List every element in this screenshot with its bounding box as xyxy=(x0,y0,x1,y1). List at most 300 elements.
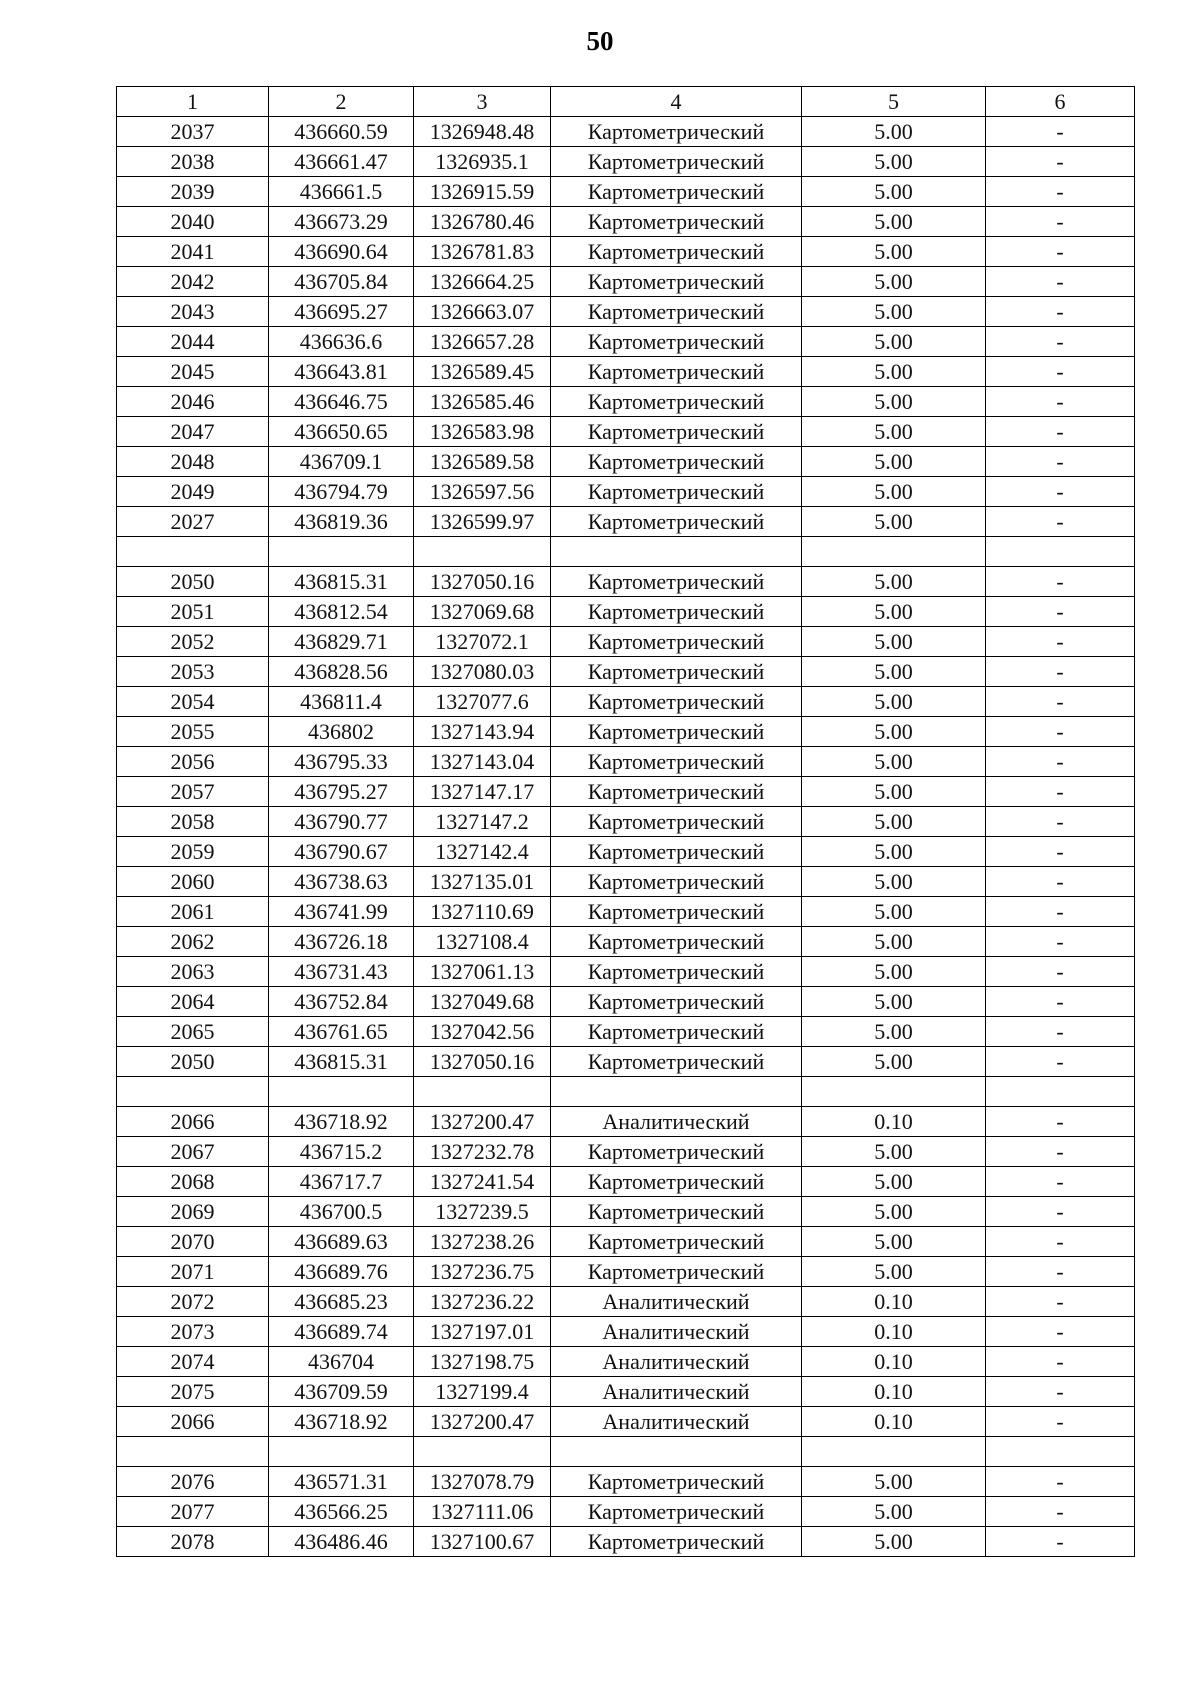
x-coordinate-cell: 436718.92 xyxy=(269,1407,414,1437)
method-cell: Картометрический xyxy=(551,417,802,447)
table-row xyxy=(117,1527,1135,1557)
point-number-cell: 2069 xyxy=(117,1197,269,1227)
table-row xyxy=(117,687,1135,717)
y-coordinate-cell: 1327042.56 xyxy=(414,1017,551,1047)
point-number-cell: 2061 xyxy=(117,897,269,927)
table-row xyxy=(117,1497,1135,1527)
description-cell: - xyxy=(986,867,1135,897)
accuracy-cell: 5.00 xyxy=(802,987,986,1017)
table-row xyxy=(117,237,1135,267)
table-row xyxy=(117,987,1135,1017)
table-row xyxy=(117,267,1135,297)
x-coordinate-cell: 436660.59 xyxy=(269,117,414,147)
table-row xyxy=(117,207,1135,237)
table-row xyxy=(117,717,1135,747)
x-coordinate-cell: 436695.27 xyxy=(269,297,414,327)
method-cell: Аналитический xyxy=(551,1107,802,1137)
x-coordinate-cell: 436738.63 xyxy=(269,867,414,897)
description-cell: - xyxy=(986,237,1135,267)
method-cell: Картометрический xyxy=(551,207,802,237)
table-row xyxy=(117,1407,1135,1437)
method-cell: Картометрический xyxy=(551,777,802,807)
x-coordinate-cell: 436566.25 xyxy=(269,1497,414,1527)
description-cell: - xyxy=(986,417,1135,447)
accuracy-cell: 5.00 xyxy=(802,1197,986,1227)
method-cell: Картометрический xyxy=(551,507,802,537)
table-row xyxy=(117,777,1135,807)
description-cell: - xyxy=(986,627,1135,657)
y-coordinate-cell: 1327200.47 xyxy=(414,1107,551,1137)
page-number: 50 xyxy=(586,26,614,56)
description-cell: - xyxy=(986,957,1135,987)
table-row xyxy=(117,1257,1135,1287)
description-cell: - xyxy=(986,567,1135,597)
method-cell: Картометрический xyxy=(551,1467,802,1497)
y-coordinate-cell: 1327050.16 xyxy=(414,567,551,597)
table-row xyxy=(117,117,1135,147)
table-row xyxy=(117,477,1135,507)
y-coordinate-cell: 1327143.94 xyxy=(414,717,551,747)
point-number-cell: 2062 xyxy=(117,927,269,957)
accuracy-cell: 0.10 xyxy=(802,1107,986,1137)
method-cell: Аналитический xyxy=(551,1317,802,1347)
table-row xyxy=(117,1287,1135,1317)
point-number-cell: 2067 xyxy=(117,1137,269,1167)
table-row xyxy=(117,357,1135,387)
method-cell: Картометрический xyxy=(551,597,802,627)
description-cell: - xyxy=(986,687,1135,717)
method-cell: Картометрический xyxy=(551,747,802,777)
description-cell: - xyxy=(986,1407,1135,1437)
accuracy-cell: 5.00 xyxy=(802,237,986,267)
method-cell: Картометрический xyxy=(551,267,802,297)
description-cell: - xyxy=(986,777,1135,807)
point-number-cell: 2043 xyxy=(117,297,269,327)
x-coordinate-cell: 436726.18 xyxy=(269,927,414,957)
accuracy-cell: 5.00 xyxy=(802,357,986,387)
description-cell: - xyxy=(986,1047,1135,1077)
accuracy-cell: 5.00 xyxy=(802,1227,986,1257)
point-number-cell: 2046 xyxy=(117,387,269,417)
y-coordinate-cell: 1326664.25 xyxy=(414,267,551,297)
separator-row xyxy=(117,1437,1135,1467)
method-cell: Картометрический xyxy=(551,687,802,717)
method-cell: Картометрический xyxy=(551,147,802,177)
y-coordinate-cell: 1327050.16 xyxy=(414,1047,551,1077)
x-coordinate-cell: 436828.56 xyxy=(269,657,414,687)
table-row xyxy=(117,1377,1135,1407)
x-coordinate-cell xyxy=(269,1077,414,1107)
description-cell xyxy=(986,1437,1135,1467)
description-cell: - xyxy=(986,717,1135,747)
point-number-cell: 2076 xyxy=(117,1467,269,1497)
x-coordinate-cell: 436761.65 xyxy=(269,1017,414,1047)
method-cell: Картометрический xyxy=(551,117,802,147)
method-cell: Картометрический xyxy=(551,1497,802,1527)
x-coordinate-cell: 436718.92 xyxy=(269,1107,414,1137)
method-cell: Аналитический xyxy=(551,1407,802,1437)
point-number-cell: 2066 xyxy=(117,1107,269,1137)
table-row xyxy=(117,417,1135,447)
accuracy-cell: 5.00 xyxy=(802,897,986,927)
table-row xyxy=(117,177,1135,207)
description-cell: - xyxy=(986,1527,1135,1557)
x-coordinate-cell: 436704 xyxy=(269,1347,414,1377)
y-coordinate-cell: 1327239.5 xyxy=(414,1197,551,1227)
table-row xyxy=(117,897,1135,927)
accuracy-cell: 5.00 xyxy=(802,867,986,897)
method-cell: Картометрический xyxy=(551,1527,802,1557)
table-body xyxy=(117,117,1135,1557)
point-number-cell: 2075 xyxy=(117,1377,269,1407)
point-number-cell: 2048 xyxy=(117,447,269,477)
point-number-cell: 2039 xyxy=(117,177,269,207)
method-cell: Картометрический xyxy=(551,177,802,207)
y-coordinate-cell: 1326583.98 xyxy=(414,417,551,447)
table-row xyxy=(117,1317,1135,1347)
method-cell: Картометрический xyxy=(551,957,802,987)
table-header xyxy=(117,87,1135,117)
accuracy-cell: 0.10 xyxy=(802,1407,986,1437)
point-number-cell: 2050 xyxy=(117,567,269,597)
y-coordinate-cell: 1327100.67 xyxy=(414,1527,551,1557)
accuracy-cell: 5.00 xyxy=(802,747,986,777)
accuracy-cell: 5.00 xyxy=(802,117,986,147)
method-cell xyxy=(551,1077,802,1107)
method-cell: Картометрический xyxy=(551,627,802,657)
description-cell xyxy=(986,537,1135,567)
table-row xyxy=(117,1107,1135,1137)
y-coordinate-cell: 1326589.58 xyxy=(414,447,551,477)
y-coordinate-cell: 1327061.13 xyxy=(414,957,551,987)
y-coordinate-cell: 1327108.4 xyxy=(414,927,551,957)
method-cell: Картометрический xyxy=(551,297,802,327)
table-row xyxy=(117,807,1135,837)
table-row xyxy=(117,1347,1135,1377)
description-cell: - xyxy=(986,357,1135,387)
point-number-cell: 2071 xyxy=(117,1257,269,1287)
x-coordinate-cell: 436486.46 xyxy=(269,1527,414,1557)
description-cell: - xyxy=(986,1017,1135,1047)
description-cell xyxy=(986,1077,1135,1107)
y-coordinate-cell: 1327049.68 xyxy=(414,987,551,1017)
description-cell: - xyxy=(986,1317,1135,1347)
method-cell: Картометрический xyxy=(551,867,802,897)
x-coordinate-cell: 436689.74 xyxy=(269,1317,414,1347)
x-coordinate-cell: 436811.4 xyxy=(269,687,414,717)
x-coordinate-cell: 436643.81 xyxy=(269,357,414,387)
description-cell: - xyxy=(986,1377,1135,1407)
x-coordinate-cell: 436795.27 xyxy=(269,777,414,807)
table-row xyxy=(117,867,1135,897)
x-coordinate-cell: 436829.71 xyxy=(269,627,414,657)
x-coordinate-cell xyxy=(269,1437,414,1467)
point-number-cell: 2027 xyxy=(117,507,269,537)
method-cell: Аналитический xyxy=(551,1377,802,1407)
accuracy-cell: 5.00 xyxy=(802,627,986,657)
point-number-cell: 2077 xyxy=(117,1497,269,1527)
y-coordinate-cell: 1327080.03 xyxy=(414,657,551,687)
table-row xyxy=(117,507,1135,537)
method-cell: Картометрический xyxy=(551,657,802,687)
point-number-cell: 2068 xyxy=(117,1167,269,1197)
accuracy-cell: 5.00 xyxy=(802,207,986,237)
accuracy-cell: 5.00 xyxy=(802,657,986,687)
point-number-cell: 2070 xyxy=(117,1227,269,1257)
point-number-cell: 2074 xyxy=(117,1347,269,1377)
point-number-cell: 2058 xyxy=(117,807,269,837)
point-number-cell: 2055 xyxy=(117,717,269,747)
point-number-cell: 2045 xyxy=(117,357,269,387)
column-header-6: 6 xyxy=(986,87,1135,117)
y-coordinate-cell: 1326948.48 xyxy=(414,117,551,147)
x-coordinate-cell: 436650.65 xyxy=(269,417,414,447)
y-coordinate-cell: 1327135.01 xyxy=(414,867,551,897)
point-number-cell: 2060 xyxy=(117,867,269,897)
x-coordinate-cell: 436689.63 xyxy=(269,1227,414,1257)
description-cell: - xyxy=(986,297,1135,327)
y-coordinate-cell xyxy=(414,1077,551,1107)
description-cell: - xyxy=(986,1137,1135,1167)
description-cell: - xyxy=(986,597,1135,627)
point-number-cell xyxy=(117,1077,269,1107)
column-header-5: 5 xyxy=(802,87,986,117)
x-coordinate-cell: 436815.31 xyxy=(269,567,414,597)
column-header-2: 2 xyxy=(269,87,414,117)
table-row xyxy=(117,1017,1135,1047)
table-row xyxy=(117,447,1135,477)
y-coordinate-cell xyxy=(414,1437,551,1467)
method-cell: Картометрический xyxy=(551,1017,802,1047)
method-cell: Картометрический xyxy=(551,1227,802,1257)
table-row xyxy=(117,837,1135,867)
method-cell: Картометрический xyxy=(551,237,802,267)
accuracy-cell: 5.00 xyxy=(802,477,986,507)
description-cell: - xyxy=(986,327,1135,357)
accuracy-cell: 5.00 xyxy=(802,447,986,477)
x-coordinate-cell: 436673.29 xyxy=(269,207,414,237)
point-number-cell xyxy=(117,537,269,567)
description-cell: - xyxy=(986,1257,1135,1287)
y-coordinate-cell: 1326657.28 xyxy=(414,327,551,357)
accuracy-cell: 5.00 xyxy=(802,327,986,357)
x-coordinate-cell: 436795.33 xyxy=(269,747,414,777)
x-coordinate-cell: 436661.47 xyxy=(269,147,414,177)
y-coordinate-cell: 1327241.54 xyxy=(414,1167,551,1197)
method-cell: Аналитический xyxy=(551,1287,802,1317)
table-row xyxy=(117,747,1135,777)
table-row xyxy=(117,327,1135,357)
accuracy-cell: 5.00 xyxy=(802,1167,986,1197)
method-cell: Картометрический xyxy=(551,447,802,477)
point-number-cell: 2053 xyxy=(117,657,269,687)
y-coordinate-cell: 1327110.69 xyxy=(414,897,551,927)
method-cell: Картометрический xyxy=(551,897,802,927)
point-number-cell: 2042 xyxy=(117,267,269,297)
point-number-cell: 2040 xyxy=(117,207,269,237)
point-number-cell: 2078 xyxy=(117,1527,269,1557)
y-coordinate-cell: 1326915.59 xyxy=(414,177,551,207)
x-coordinate-cell: 436571.31 xyxy=(269,1467,414,1497)
method-cell: Картометрический xyxy=(551,717,802,747)
accuracy-cell: 5.00 xyxy=(802,1137,986,1167)
accuracy-cell: 5.00 xyxy=(802,597,986,627)
table-row xyxy=(117,1167,1135,1197)
table-row xyxy=(117,657,1135,687)
description-cell: - xyxy=(986,1167,1135,1197)
description-cell: - xyxy=(986,507,1135,537)
point-number-cell: 2059 xyxy=(117,837,269,867)
method-cell: Картометрический xyxy=(551,1197,802,1227)
y-coordinate-cell: 1327200.47 xyxy=(414,1407,551,1437)
accuracy-cell: 5.00 xyxy=(802,807,986,837)
x-coordinate-cell: 436731.43 xyxy=(269,957,414,987)
accuracy-cell: 5.00 xyxy=(802,177,986,207)
y-coordinate-cell: 1326781.83 xyxy=(414,237,551,267)
x-coordinate-cell: 436689.76 xyxy=(269,1257,414,1287)
x-coordinate-cell: 436819.36 xyxy=(269,507,414,537)
accuracy-cell: 5.00 xyxy=(802,1467,986,1497)
table-row xyxy=(117,1137,1135,1167)
y-coordinate-cell: 1326597.56 xyxy=(414,477,551,507)
accuracy-cell xyxy=(802,1077,986,1107)
coordinates-table xyxy=(116,86,1135,1557)
point-number-cell: 2050 xyxy=(117,1047,269,1077)
x-coordinate-cell: 436715.2 xyxy=(269,1137,414,1167)
method-cell: Картометрический xyxy=(551,987,802,1017)
y-coordinate-cell xyxy=(414,537,551,567)
y-coordinate-cell: 1327143.04 xyxy=(414,747,551,777)
point-number-cell: 2063 xyxy=(117,957,269,987)
accuracy-cell: 5.00 xyxy=(802,1257,986,1287)
accuracy-cell xyxy=(802,1437,986,1467)
method-cell: Картометрический xyxy=(551,1047,802,1077)
accuracy-cell: 5.00 xyxy=(802,717,986,747)
point-number-cell: 2044 xyxy=(117,327,269,357)
y-coordinate-cell: 1327199.4 xyxy=(414,1377,551,1407)
point-number-cell: 2072 xyxy=(117,1287,269,1317)
point-number-cell: 2054 xyxy=(117,687,269,717)
x-coordinate-cell: 436752.84 xyxy=(269,987,414,1017)
description-cell: - xyxy=(986,1497,1135,1527)
description-cell: - xyxy=(986,837,1135,867)
x-coordinate-cell: 436812.54 xyxy=(269,597,414,627)
accuracy-cell: 5.00 xyxy=(802,507,986,537)
table-row xyxy=(117,567,1135,597)
x-coordinate-cell: 436815.31 xyxy=(269,1047,414,1077)
x-coordinate-cell: 436700.5 xyxy=(269,1197,414,1227)
table-row xyxy=(117,957,1135,987)
point-number-cell: 2065 xyxy=(117,1017,269,1047)
column-header-1: 1 xyxy=(117,87,269,117)
x-coordinate-cell: 436636.6 xyxy=(269,327,414,357)
description-cell: - xyxy=(986,477,1135,507)
table-row xyxy=(117,927,1135,957)
table-row xyxy=(117,1197,1135,1227)
accuracy-cell: 5.00 xyxy=(802,567,986,597)
x-coordinate-cell: 436690.64 xyxy=(269,237,414,267)
method-cell: Картометрический xyxy=(551,837,802,867)
table-row xyxy=(117,627,1135,657)
accuracy-cell: 5.00 xyxy=(802,777,986,807)
y-coordinate-cell: 1326663.07 xyxy=(414,297,551,327)
table-row xyxy=(117,1227,1135,1257)
accuracy-cell: 5.00 xyxy=(802,387,986,417)
method-cell: Картометрический xyxy=(551,1167,802,1197)
description-cell: - xyxy=(986,177,1135,207)
description-cell: - xyxy=(986,447,1135,477)
method-cell: Картометрический xyxy=(551,477,802,507)
description-cell: - xyxy=(986,1197,1135,1227)
y-coordinate-cell: 1327069.68 xyxy=(414,597,551,627)
description-cell: - xyxy=(986,1227,1135,1257)
accuracy-cell: 5.00 xyxy=(802,147,986,177)
description-cell: - xyxy=(986,1107,1135,1137)
table-row xyxy=(117,387,1135,417)
y-coordinate-cell: 1327238.26 xyxy=(414,1227,551,1257)
x-coordinate-cell: 436709.1 xyxy=(269,447,414,477)
point-number-cell: 2064 xyxy=(117,987,269,1017)
separator-row xyxy=(117,1077,1135,1107)
x-coordinate-cell: 436802 xyxy=(269,717,414,747)
accuracy-cell: 5.00 xyxy=(802,1017,986,1047)
y-coordinate-cell: 1326935.1 xyxy=(414,147,551,177)
accuracy-cell: 5.00 xyxy=(802,1497,986,1527)
y-coordinate-cell: 1327197.01 xyxy=(414,1317,551,1347)
column-header-3: 3 xyxy=(414,87,551,117)
table-row xyxy=(117,597,1135,627)
y-coordinate-cell: 1326599.97 xyxy=(414,507,551,537)
accuracy-cell: 5.00 xyxy=(802,417,986,447)
y-coordinate-cell: 1327078.79 xyxy=(414,1467,551,1497)
y-coordinate-cell: 1326780.46 xyxy=(414,207,551,237)
y-coordinate-cell: 1327232.78 xyxy=(414,1137,551,1167)
point-number-cell: 2047 xyxy=(117,417,269,447)
table-row xyxy=(117,1047,1135,1077)
description-cell: - xyxy=(986,657,1135,687)
accuracy-cell: 5.00 xyxy=(802,267,986,297)
accuracy-cell: 5.00 xyxy=(802,927,986,957)
accuracy-cell: 0.10 xyxy=(802,1377,986,1407)
x-coordinate-cell: 436646.75 xyxy=(269,387,414,417)
point-number-cell: 2066 xyxy=(117,1407,269,1437)
description-cell: - xyxy=(986,267,1135,297)
method-cell: Картометрический xyxy=(551,927,802,957)
table-row xyxy=(117,1467,1135,1497)
x-coordinate-cell: 436790.77 xyxy=(269,807,414,837)
y-coordinate-cell: 1326585.46 xyxy=(414,387,551,417)
x-coordinate-cell: 436705.84 xyxy=(269,267,414,297)
table-row xyxy=(117,147,1135,177)
accuracy-cell: 5.00 xyxy=(802,1527,986,1557)
x-coordinate-cell xyxy=(269,537,414,567)
description-cell: - xyxy=(986,387,1135,417)
description-cell: - xyxy=(986,807,1135,837)
method-cell: Картометрический xyxy=(551,1257,802,1287)
method-cell: Аналитический xyxy=(551,1347,802,1377)
description-cell: - xyxy=(986,1347,1135,1377)
point-number-cell xyxy=(117,1437,269,1467)
method-cell xyxy=(551,1437,802,1467)
accuracy-cell: 0.10 xyxy=(802,1287,986,1317)
accuracy-cell: 5.00 xyxy=(802,687,986,717)
point-number-cell: 2049 xyxy=(117,477,269,507)
point-number-cell: 2037 xyxy=(117,117,269,147)
y-coordinate-cell: 1327236.75 xyxy=(414,1257,551,1287)
method-cell xyxy=(551,537,802,567)
column-header-4: 4 xyxy=(551,87,802,117)
point-number-cell: 2056 xyxy=(117,747,269,777)
